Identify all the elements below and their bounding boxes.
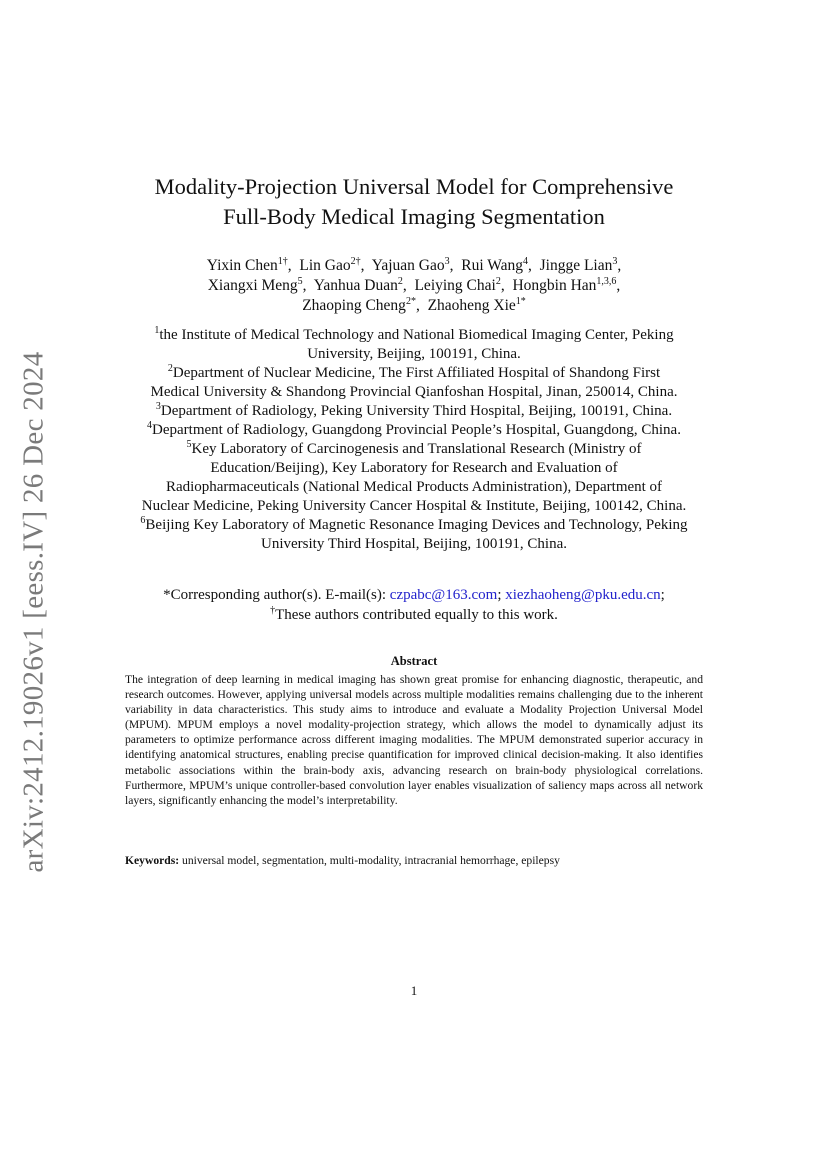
affiliation-text: University, Beijing, 100191, China. [307, 346, 521, 362]
author-affil-mark: 5 [297, 276, 303, 287]
affiliation-2 [60, 364, 768, 402]
author-name: Hongbin Han [512, 277, 597, 294]
affiliation-number: 3 [155, 401, 161, 412]
title-line-1: Modality-Projection Universal Model for Comprehensive [154, 174, 674, 199]
author-name: Zhaoping Cheng [302, 297, 406, 314]
keywords-line [125, 854, 703, 867]
author-affil-mark: 3 [444, 256, 450, 267]
keywords-text: universal model, segmentation, multi-modality, intracranial hemorrhage, epilepsy [182, 854, 560, 867]
affiliation-text: the Institute of Medical Technology and National Biomedical Imaging Center, Peking [159, 327, 674, 343]
affiliation-number: 1 [154, 325, 160, 336]
affiliation-text: Department of Radiology, Guangdong Provincial People’s Hospital, Guangdong, China. [152, 422, 681, 438]
affiliation-text: University Third Hospital, Beijing, 100191, China. [261, 536, 567, 552]
affiliation-text: Radiopharmaceuticals (National Medical Products Administration), Department of [165, 479, 663, 495]
author-name: Rui Wang [461, 257, 523, 274]
author-name: Lin Gao [299, 257, 351, 274]
author-affil-mark: 2 [397, 276, 403, 287]
affiliation-1 [60, 326, 768, 364]
author-affil-mark: 4 [523, 256, 528, 267]
affiliation-number: 4 [147, 420, 153, 431]
author-affil-mark: 2 [495, 276, 501, 287]
affiliation-text: Medical University & Shandong Provincial Qianfoshan Hospital, Jinan, 250014, China. [150, 384, 678, 400]
email-suffix: ; [660, 587, 665, 603]
author-affil-mark: 1,3,6 [596, 276, 617, 287]
author-affil-mark: 2† [350, 256, 361, 267]
page-number: 1 [410, 983, 418, 998]
email-link-1[interactable]: czpabc@163.com [389, 587, 498, 603]
author-name: Zhaoheng Xie [427, 297, 516, 314]
abstract-text: The integration of deep learning in medical imaging has shown great promise for enhancing diagnostic, therapeutic, and research outcomes. However, applying universal models across multiple modalities remains challenging due to the inherent variability in data characteristics. This study aims to introduce and evaluate a Modality Projection Universal Model (MPUM). MPUM employs a novel modality-projection strategy, which allows the model to dynamically adjust its parameters to optimize performance across different imaging modalities. The MPUM demonstrated superior accuracy in identifying anatomical structures, enabling precise quantification for improved clinical decision-making. It also identifies metabolic associations within the brain-body axis, advancing research on brain-body physiological correlations. Furthermore, MPUM’s unique controller-based convolution layer enables visualization of saliency maps across all network layers, significantly enhancing the model’s interpretability. [125, 673, 703, 807]
affiliation-text: Key Laboratory of Carcinogenesis and Translational Research (Ministry of [191, 441, 642, 457]
affiliation-list [60, 326, 768, 554]
affiliation-number: 2 [167, 363, 173, 374]
keywords-label: Keywords: [125, 854, 180, 867]
correspondence-block [60, 585, 768, 625]
author-name: Leiying Chai [414, 277, 496, 294]
author-affil-mark: 3 [612, 256, 618, 267]
title-line-2: Full-Body Medical Imaging Segmentation [223, 204, 605, 229]
affiliation-6 [60, 516, 768, 554]
author-name: Yixin Chen [206, 257, 278, 274]
affiliation-text: Beijing Key Laboratory of Magnetic Resonance Imaging Devices and Technology, Peking [145, 517, 688, 533]
corresponding-label: *Corresponding author(s). E-mail(s): [163, 587, 390, 603]
affiliation-text: Education/Beijing), Key Laboratory for Research and Evaluation of [210, 460, 618, 476]
affiliation-5 [60, 440, 768, 516]
email-separator: ; [497, 587, 506, 603]
email-link-2[interactable]: xiezhaoheng@pku.edu.cn [505, 587, 661, 603]
author-name: Jingge Lian [539, 257, 613, 274]
author-line-2: Xiangxi Meng$^5$, Yanhua Duan$^2$, Leiying Chai$^2$, Hongbin Han$^{1,3,6}$, [207, 276, 621, 294]
author-name: Yanhua Duan [313, 277, 398, 294]
author-list [60, 256, 768, 316]
paper-title [60, 172, 768, 232]
affiliation-text: Department of Radiology, Peking University Third Hospital, Beijing, 100191, China. [160, 403, 673, 419]
author-name: Yajuan Gao [371, 257, 445, 274]
author-line-3: Zhaoping Cheng$^{2*}$, Zhaoheng Xie$^{1*}$ [302, 296, 526, 314]
affiliation-text: Department of Nuclear Medicine, The First Affiliated Hospital of Shandong First [172, 365, 661, 381]
equal-contribution-text: These authors contributed equally to this work. [275, 607, 558, 623]
author-affil-mark: 2* [405, 296, 416, 307]
author-affil-mark: 1* [515, 296, 526, 307]
author-name: Xiangxi Meng [207, 277, 298, 294]
corresponding-line [60, 585, 768, 605]
affiliation-number: 6 [140, 515, 146, 526]
affiliation-number: 5 [186, 439, 192, 450]
author-affil-mark: 1† [277, 256, 288, 267]
dagger-mark: † [270, 605, 276, 616]
arxiv-watermark [16, 351, 52, 873]
affiliation-4 [60, 421, 768, 440]
affiliation-3 [60, 402, 768, 421]
equal-contribution-note [60, 605, 768, 625]
affiliation-text: Nuclear Medicine, Peking University Cancer Hospital & Institute, Beijing, 100142, China. [141, 498, 687, 514]
arxiv-id-text: arXiv:2412.19026v1 [eess.IV] 26 Dec 2024 [17, 351, 50, 873]
author-line-1: Yixin Chen$^{1\dagger}$, Lin Gao$^{2\dagger}$, Yajuan Gao$^3$, Rui Wang$^4$, Jingge Lian$^3$, [206, 256, 622, 274]
abstract-heading: Abstract [390, 654, 438, 668]
